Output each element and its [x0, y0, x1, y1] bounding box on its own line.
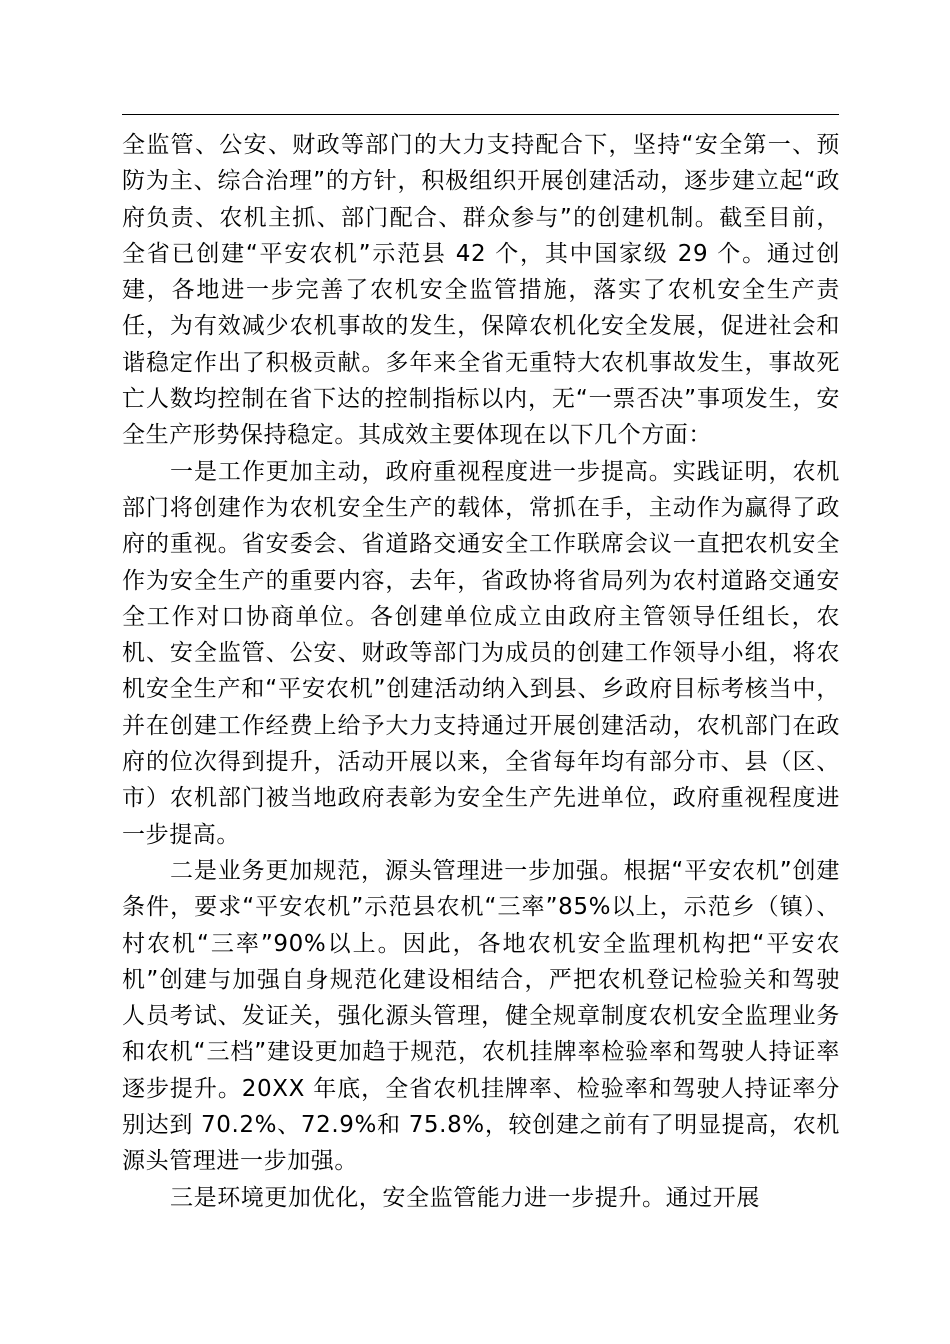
paragraph-continuation: 全监管、公安、财政等部门的大力支持配合下，坚持“安全第一、预防为主、综合治理”的方针，积极组织开展创建活动，逐步建立起“政府负责、农机主抓、部门配合、群众参与”的创建机制。截至目前，全省已创建“平安农机”示范县 42 个，其中国家级 29 个。通过创建，各地进一步完善了农机安全监管措施，落实了农机安全生产责任，为有效减少农机事故的发生，保障农机化安全发展，促进社会和谐稳定作出了积极贡献。多年来全省无重特大农机事故发生，事故死亡人数均控制在省下达的控制指标以内，无“一票否决”事项发生，安全生产形势保持稳定。其成效主要体现在以下几个方面：: [122, 132, 840, 449]
document-body: [122, 127, 840, 1216]
header-rule: [122, 114, 839, 115]
paragraph-point-two: 二是业务更加规范，源头管理进一步加强。根据“平安农机”创建条件，要求“平安农机”示范县农机“三率”85%以上，示范乡（镇）、村农机“三率”90%以上。因此，各地农机安全监理机构把“平安农机”创建与加强自身规范化建设相结合，严把农机登记检验关和驾驶人员考试、发证关，强化源头管理，健全规章制度农机安全监理业务和农机“三档”建设更加趋于规范，农机挂牌率检验率和驾驶人持证率逐步提升。20XX 年底，全省农机挂牌率、检验率和驾驶人持证率分别达到 70.2%、72.9%和 75.8%，较创建之前有了明显提高，农机源头管理进一步加强。: [122, 857, 840, 1175]
paragraph-point-one: 一是工作更加主动，政府重视程度进一步提高。实践证明，农机部门将创建作为农机安全生产的载体，常抓在手，主动作为赢得了政府的重视。省安委会、省道路交通安全工作联席会议一直把农机安全作为安全生产的重要内容，去年，省政协将省局列为农村道路交通安全工作对口协商单位。各创建单位成立由政府主管领导任组长，农机、安全监管、公安、财政等部门为成员的创建工作领导小组，将农机安全生产和“平安农机”创建活动纳入到县、乡政府目标考核当中，并在创建工作经费上给予大力支持通过开展创建活动，农机部门在政府的位次得到提升，活动开展以来，全省每年均有部分市、县（区、市）农机部门被当地政府表彰为安全生产先进单位，政府重视程度进一步提高。: [122, 458, 840, 848]
paragraph-point-three: 三是环境更加优化，安全监管能力进一步提升。通过开展: [170, 1184, 760, 1211]
